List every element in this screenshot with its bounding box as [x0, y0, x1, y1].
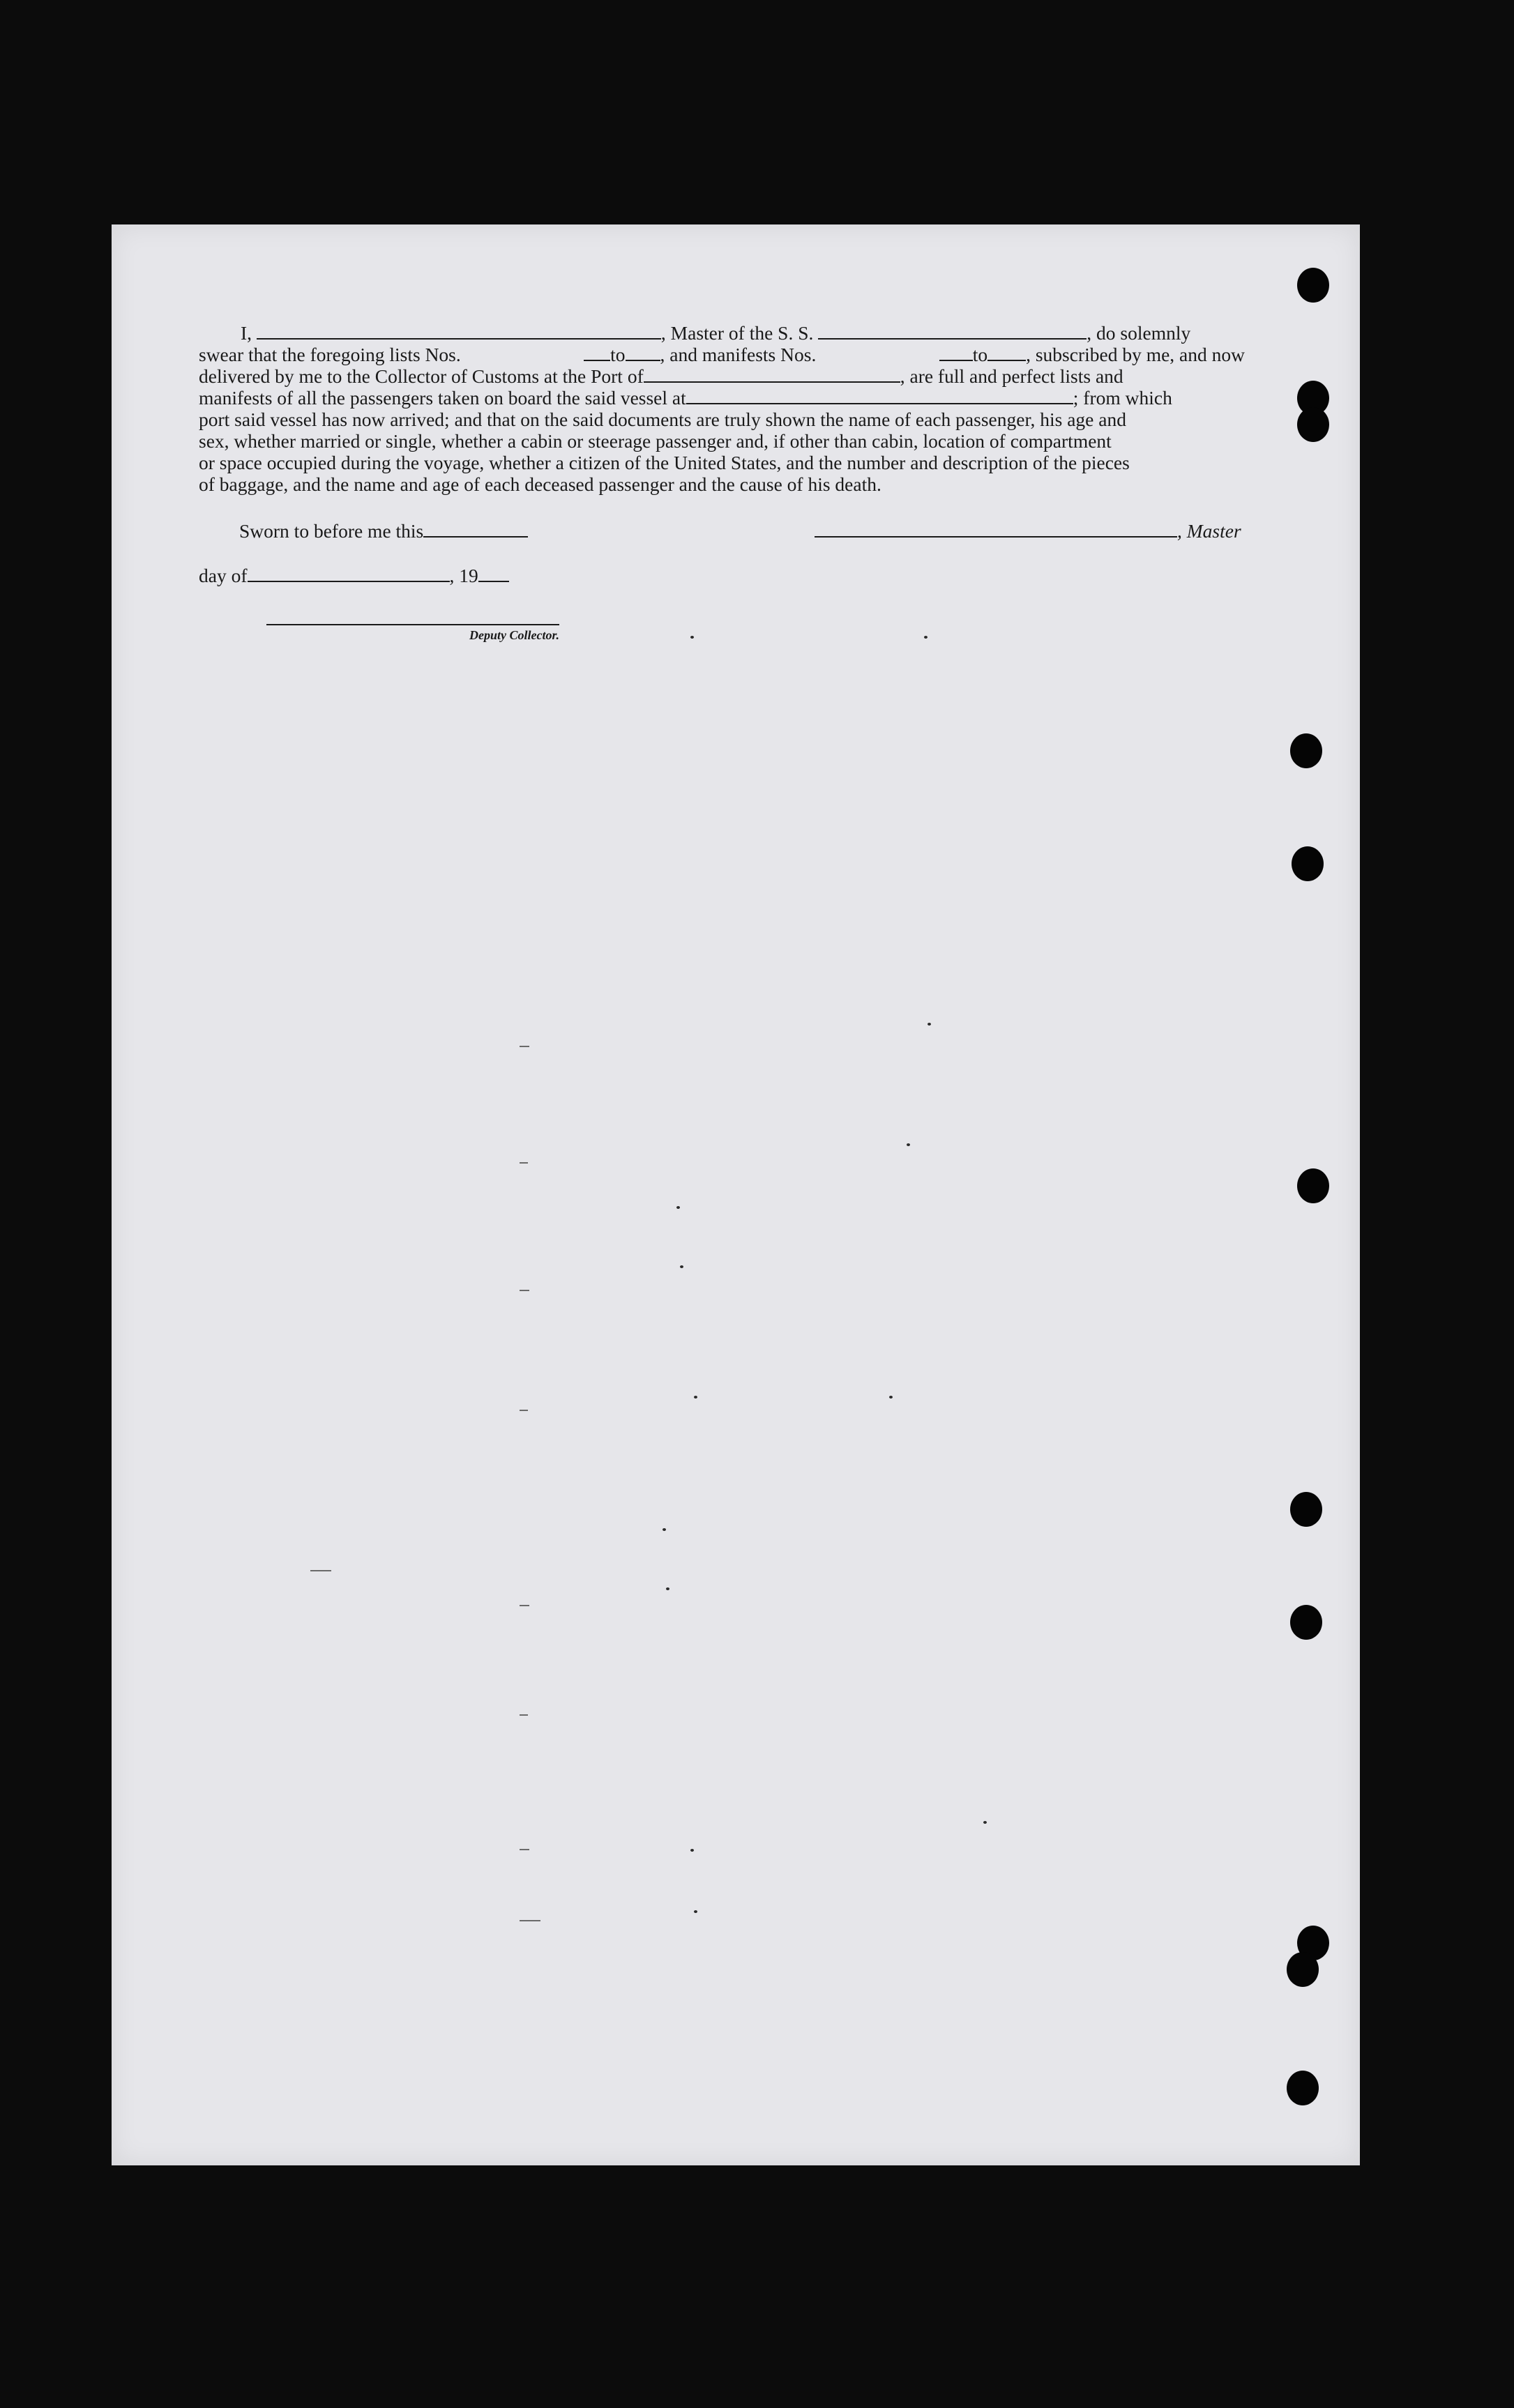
scan-speck [694, 1910, 697, 1913]
port-blank [644, 367, 900, 383]
year-blank [478, 567, 509, 582]
punch-hole [1292, 846, 1324, 881]
master-name-blank [257, 324, 661, 340]
scan-speck [983, 1821, 987, 1824]
oath-line-5: port said vessel has now arrived; and that on the said documents are truly shown the name of each passenger, his age and [199, 409, 1126, 430]
oath-i: I, [241, 322, 252, 344]
scan-speck [676, 1206, 680, 1209]
manifest-page [112, 224, 1360, 2165]
scan-dash [520, 1920, 540, 1921]
scan-dash [520, 1046, 529, 1047]
scan-speck [924, 636, 928, 639]
manifest-from-blank [939, 346, 973, 361]
deputy-collector-signature: Deputy Collector. [266, 624, 559, 643]
oath-line-6: sex, whether married or single, whether a cabin or steerage passenger and, if other than cabin, location of compartment [199, 430, 1112, 452]
oath-master-of-ss: , Master of the S. S. [660, 322, 814, 344]
oath-swear: swear that the foregoing lists Nos. [199, 344, 461, 365]
punch-hole [1290, 1492, 1322, 1527]
scan-dash [520, 1290, 529, 1291]
scan-speck [690, 636, 694, 639]
scan-speck [889, 1396, 893, 1399]
scan-dash [520, 1162, 528, 1164]
master-label: , Master [1177, 520, 1241, 542]
month-blank [248, 567, 450, 582]
scan-speck [663, 1528, 666, 1531]
scan-speck [907, 1143, 910, 1146]
oath-line-3 [199, 365, 1245, 387]
scan-speck [680, 1265, 683, 1268]
departure-port-blank [686, 389, 1073, 404]
scan-dash [520, 1849, 529, 1850]
day-of-text: day of [199, 565, 248, 586]
punch-hole [1290, 1605, 1322, 1640]
oath-from-which: ; from which [1073, 387, 1172, 409]
oath-line-1 [199, 322, 1245, 344]
sworn-text: Sworn to before me this [239, 520, 424, 542]
sworn-day-blank [423, 522, 528, 538]
oath-paragraph [199, 322, 1245, 495]
oath-line-8: of baggage, and the name and age of each deceased passenger and the cause of his death. [199, 473, 881, 495]
year-prefix: , 19 [449, 565, 478, 586]
oath-do-solemnly: , do solemnly [1087, 322, 1191, 344]
scan-speck [690, 1849, 694, 1852]
oath-subscribed: , subscribed by me, and now [1026, 344, 1245, 365]
oath-to-1: to [610, 344, 626, 365]
scan-speck [666, 1587, 669, 1590]
oath-line-7: or space occupied during the voyage, whether a citizen of the United States, and the number and description of the pieces [199, 452, 1130, 473]
oath-manifests-all: manifests of all the passengers taken on board the said vessel at [199, 387, 686, 409]
scan-dash [310, 1570, 331, 1571]
oath-line-4 [199, 387, 1245, 409]
scan-dash [520, 1714, 528, 1716]
scan-speck [928, 1023, 931, 1026]
punch-hole [1297, 1168, 1329, 1203]
date-line [199, 565, 509, 587]
scan-dash [520, 1410, 528, 1411]
punch-hole [1297, 407, 1329, 442]
scan-speck [694, 1396, 697, 1399]
ship-name-blank [818, 324, 1087, 340]
punch-hole [1287, 1952, 1319, 1987]
scan-dash [520, 1605, 529, 1606]
master-signature-blank [815, 522, 1177, 538]
oath-are-full: , are full and perfect lists and [900, 365, 1123, 387]
master-signature-line [815, 520, 1241, 542]
punch-hole [1290, 733, 1322, 768]
oath-to-2: to [972, 344, 988, 365]
manifest-to-blank [987, 346, 1026, 361]
punch-hole [1297, 268, 1329, 303]
oath-line-2 [199, 344, 1245, 365]
sworn-line [239, 520, 528, 542]
punch-hole [1287, 2071, 1319, 2105]
oath-delivered: delivered by me to the Collector of Customs at the Port of [199, 365, 644, 387]
list-from-blank [584, 346, 610, 361]
oath-and-manifests: , and manifests Nos. [660, 344, 817, 365]
list-to-blank [626, 346, 660, 361]
